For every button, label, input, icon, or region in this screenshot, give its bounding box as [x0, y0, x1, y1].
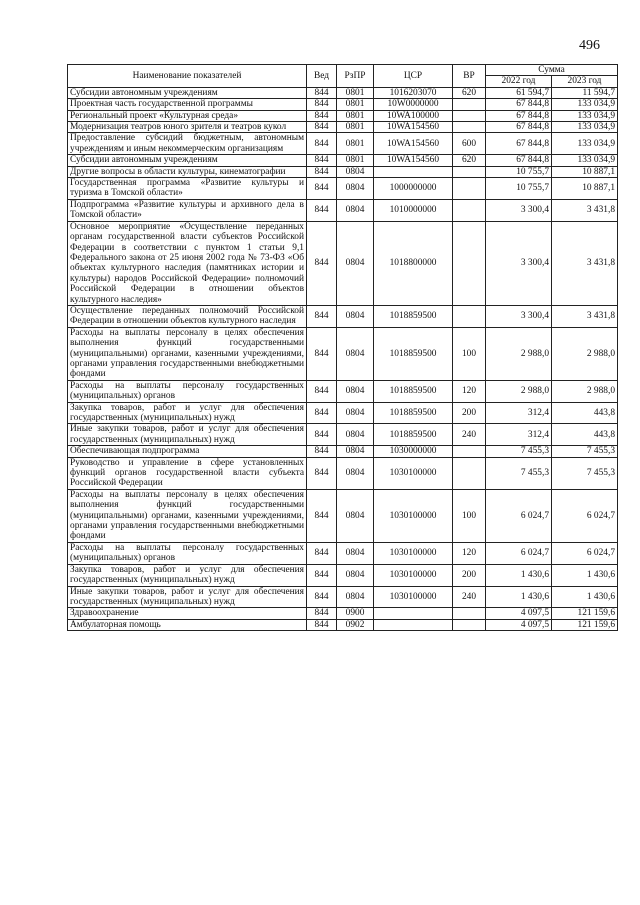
row-sum-2023: 3 431,8: [552, 221, 618, 305]
row-sum-2023: 11 594,7: [552, 87, 618, 98]
row-sum-2023: 121 159,6: [552, 608, 618, 619]
table-row: [68, 586, 618, 608]
row-sum-2022: 67 844,8: [486, 155, 552, 166]
row-rzpr: 0801: [337, 122, 374, 133]
table-header: [68, 65, 618, 88]
row-rzpr: 0804: [337, 489, 374, 542]
row-name: Субсидии автономным учреждениям: [68, 155, 307, 166]
row-ved: 844: [307, 446, 337, 457]
row-sum-2022: 1 430,6: [486, 586, 552, 608]
row-sum-2023: 443,8: [552, 402, 618, 424]
row-rzpr: 0804: [337, 542, 374, 564]
row-sum-2022: 67 844,8: [486, 99, 552, 110]
row-ved: 844: [307, 608, 337, 619]
row-csr: 1018859500: [374, 380, 453, 402]
row-sum-2022: 1 430,6: [486, 564, 552, 586]
row-sum-2022: 4 097,5: [486, 619, 552, 630]
row-vr: [453, 122, 486, 133]
row-vr: [453, 199, 486, 221]
row-sum-2023: 1 430,6: [552, 564, 618, 586]
row-vr: 200: [453, 402, 486, 424]
header-ved: Вед: [307, 65, 337, 88]
row-vr: [453, 446, 486, 457]
row-csr: 1018800000: [374, 221, 453, 305]
table-row: [68, 402, 618, 424]
row-vr: [453, 305, 486, 327]
row-name: Основное мероприятие «Осуществление переданных органам государственной власти субъектов Российской Федерации в соответствии с пунктом 1 статьи 9,1 Федерального закона от 25 июня 2002 года № 73-ФЗ «Об объектах культурного наследия (памятниках истории и культуры) народов Российской Федерации» полномочий Российской Федерации в отношении объектов культурного наследия»: [68, 221, 307, 305]
row-sum-2023: 10 887,1: [552, 166, 618, 177]
row-csr: [374, 619, 453, 630]
row-ved: 844: [307, 166, 337, 177]
row-sum-2022: 67 844,8: [486, 110, 552, 121]
row-sum-2022: 2 988,0: [486, 380, 552, 402]
row-vr: 100: [453, 327, 486, 380]
row-ved: 844: [307, 564, 337, 586]
row-rzpr: 0900: [337, 608, 374, 619]
row-rzpr: 0804: [337, 327, 374, 380]
row-rzpr: 0801: [337, 99, 374, 110]
row-rzpr: 0804: [337, 199, 374, 221]
row-name: Амбулаторная помощь: [68, 619, 307, 630]
table-row: [68, 99, 618, 110]
row-ved: 844: [307, 380, 337, 402]
row-sum-2023: 133 034,9: [552, 133, 618, 155]
row-name: Закупка товаров, работ и услуг для обеспечения государственных (муниципальных) нужд: [68, 402, 307, 424]
row-ved: 844: [307, 199, 337, 221]
row-name: Другие вопросы в области культуры, кинематографии: [68, 166, 307, 177]
table-row: [68, 87, 618, 98]
row-vr: [453, 457, 486, 489]
table-row: [68, 122, 618, 133]
row-csr: 10WA154560: [374, 122, 453, 133]
row-ved: 844: [307, 327, 337, 380]
row-rzpr: 0801: [337, 155, 374, 166]
row-sum-2023: 133 034,9: [552, 155, 618, 166]
row-sum-2022: 3 300,4: [486, 199, 552, 221]
row-ved: 844: [307, 489, 337, 542]
header-rzpr: РзПР: [337, 65, 374, 88]
row-sum-2023: 6 024,7: [552, 489, 618, 542]
row-sum-2023: 10 887,1: [552, 178, 618, 200]
row-csr: 1018859500: [374, 402, 453, 424]
row-csr: 1030100000: [374, 564, 453, 586]
row-rzpr: 0804: [337, 586, 374, 608]
row-sum-2022: 6 024,7: [486, 542, 552, 564]
row-name: Предоставление субсидий бюджетным, автономным учреждениям и иным некоммерческим организациям: [68, 133, 307, 155]
row-sum-2023: 6 024,7: [552, 542, 618, 564]
row-name: Расходы на выплаты персоналу в целях обеспечения выполнения функций государственными (муниципальными) органами, казенными учреждениями, органами управления государственными внебюджетными фондами: [68, 489, 307, 542]
row-vr: 600: [453, 133, 486, 155]
table-row: [68, 155, 618, 166]
header-year-2023: 2023 год: [552, 76, 618, 87]
row-vr: 120: [453, 380, 486, 402]
table-body: [68, 87, 618, 630]
row-csr: 1030000000: [374, 446, 453, 457]
row-ved: 844: [307, 221, 337, 305]
row-name: Обеспечивающая подпрограмма: [68, 446, 307, 457]
row-vr: 240: [453, 586, 486, 608]
row-sum-2023: 443,8: [552, 424, 618, 446]
table-row: [68, 608, 618, 619]
row-ved: 844: [307, 133, 337, 155]
budget-table: [67, 64, 618, 631]
row-ved: 844: [307, 305, 337, 327]
row-sum-2023: 2 988,0: [552, 380, 618, 402]
table-row: [68, 199, 618, 221]
row-csr: 1030100000: [374, 542, 453, 564]
row-ved: 844: [307, 110, 337, 121]
row-ved: 844: [307, 178, 337, 200]
row-vr: [453, 166, 486, 177]
table-row: [68, 457, 618, 489]
row-name: Осуществление переданных полномочий Российской Федерации в отношении объектов культурного наследия: [68, 305, 307, 327]
row-sum-2023: 121 159,6: [552, 619, 618, 630]
row-sum-2023: 133 034,9: [552, 122, 618, 133]
table-row: [68, 327, 618, 380]
row-csr: 10WA100000: [374, 110, 453, 121]
row-sum-2022: 312,4: [486, 424, 552, 446]
row-csr: 10W0000000: [374, 99, 453, 110]
row-sum-2022: 3 300,4: [486, 305, 552, 327]
row-csr: 1018859500: [374, 305, 453, 327]
row-vr: [453, 110, 486, 121]
row-rzpr: 0804: [337, 221, 374, 305]
row-sum-2022: 2 988,0: [486, 327, 552, 380]
row-vr: [453, 608, 486, 619]
row-csr: 1030100000: [374, 489, 453, 542]
header-year-2022: 2022 год: [486, 76, 552, 87]
row-vr: 240: [453, 424, 486, 446]
row-vr: [453, 221, 486, 305]
header-name: Наименование показателей: [68, 65, 307, 88]
row-sum-2023: 133 034,9: [552, 99, 618, 110]
row-csr: 1030100000: [374, 586, 453, 608]
row-sum-2022: 10 755,7: [486, 166, 552, 177]
table-row: [68, 110, 618, 121]
row-ved: 844: [307, 402, 337, 424]
row-name: Закупка товаров, работ и услуг для обеспечения государственных (муниципальных) нужд: [68, 564, 307, 586]
row-rzpr: 0804: [337, 305, 374, 327]
table-row: [68, 221, 618, 305]
row-vr: 120: [453, 542, 486, 564]
row-sum-2023: 7 455,3: [552, 457, 618, 489]
row-sum-2022: 61 594,7: [486, 87, 552, 98]
row-rzpr: 0804: [337, 402, 374, 424]
row-ved: 844: [307, 99, 337, 110]
row-ved: 844: [307, 586, 337, 608]
row-sum-2022: 3 300,4: [486, 221, 552, 305]
row-vr: [453, 178, 486, 200]
row-ved: 844: [307, 87, 337, 98]
row-rzpr: 0804: [337, 380, 374, 402]
table-row: [68, 446, 618, 457]
row-csr: [374, 608, 453, 619]
row-sum-2022: 312,4: [486, 402, 552, 424]
row-name: Руководство и управление в сфере установленных функций органов государственной власти субъекта Российской Федерации: [68, 457, 307, 489]
row-sum-2022: 4 097,5: [486, 608, 552, 619]
row-csr: 1030100000: [374, 457, 453, 489]
table-row: [68, 305, 618, 327]
row-name: Региональный проект «Культурная среда»: [68, 110, 307, 121]
table-row: [68, 178, 618, 200]
table-row: [68, 380, 618, 402]
row-name: Расходы на выплаты персоналу государственных (муниципальных) органов: [68, 380, 307, 402]
row-sum-2023: 3 431,8: [552, 199, 618, 221]
row-rzpr: 0804: [337, 178, 374, 200]
row-vr: 200: [453, 564, 486, 586]
row-sum-2022: 67 844,8: [486, 133, 552, 155]
row-ved: 844: [307, 155, 337, 166]
row-vr: [453, 99, 486, 110]
row-name: Здравоохранение: [68, 608, 307, 619]
row-vr: [453, 619, 486, 630]
table-row: [68, 564, 618, 586]
row-name: Проектная часть государственной программы: [68, 99, 307, 110]
row-ved: 844: [307, 424, 337, 446]
row-sum-2022: 7 455,3: [486, 446, 552, 457]
row-vr: 100: [453, 489, 486, 542]
row-name: Расходы на выплаты персоналу в целях обеспечения выполнения функций государственными (муниципальными) органами, казенными учреждениями, органами управления государственными внебюджетными фондами: [68, 327, 307, 380]
row-sum-2023: 3 431,8: [552, 305, 618, 327]
table-row: [68, 489, 618, 542]
row-rzpr: 0902: [337, 619, 374, 630]
row-rzpr: 0804: [337, 564, 374, 586]
row-sum-2022: 10 755,7: [486, 178, 552, 200]
row-sum-2023: 2 988,0: [552, 327, 618, 380]
row-csr: 1010000000: [374, 199, 453, 221]
row-sum-2022: 6 024,7: [486, 489, 552, 542]
table-row: [68, 542, 618, 564]
row-rzpr: 0801: [337, 87, 374, 98]
table-row: [68, 424, 618, 446]
row-vr: 620: [453, 155, 486, 166]
row-rzpr: 0804: [337, 446, 374, 457]
row-sum-2023: 7 455,3: [552, 446, 618, 457]
row-sum-2022: 7 455,3: [486, 457, 552, 489]
row-name: Расходы на выплаты персоналу государственных (муниципальных) органов: [68, 542, 307, 564]
row-sum-2022: 67 844,8: [486, 122, 552, 133]
row-vr: 620: [453, 87, 486, 98]
row-ved: 844: [307, 122, 337, 133]
row-csr: 1016203070: [374, 87, 453, 98]
row-csr: 1018859500: [374, 424, 453, 446]
row-ved: 844: [307, 619, 337, 630]
row-name: Государственная программа «Развитие культуры и туризма в Томской области»: [68, 178, 307, 200]
row-csr: 10WA154560: [374, 155, 453, 166]
row-rzpr: 0804: [337, 424, 374, 446]
row-name: Иные закупки товаров, работ и услуг для обеспечения государственных (муниципальных) нужд: [68, 586, 307, 608]
row-csr: [374, 166, 453, 177]
row-rzpr: 0801: [337, 110, 374, 121]
header-sum: Сумма: [486, 65, 618, 76]
table-row: [68, 133, 618, 155]
page-number: 496: [579, 38, 600, 53]
header-vr: ВР: [453, 65, 486, 88]
row-ved: 844: [307, 457, 337, 489]
row-sum-2023: 1 430,6: [552, 586, 618, 608]
row-csr: 1018859500: [374, 327, 453, 380]
row-name: Модернизация театров юного зрителя и театров кукол: [68, 122, 307, 133]
row-rzpr: 0804: [337, 457, 374, 489]
header-csr: ЦСР: [374, 65, 453, 88]
row-csr: 10WA154560: [374, 133, 453, 155]
row-csr: 1000000000: [374, 178, 453, 200]
table-row: [68, 166, 618, 177]
row-rzpr: 0804: [337, 166, 374, 177]
table-row: [68, 619, 618, 630]
row-name: Субсидии автономным учреждениям: [68, 87, 307, 98]
row-name: Иные закупки товаров, работ и услуг для обеспечения государственных (муниципальных) нужд: [68, 424, 307, 446]
row-ved: 844: [307, 542, 337, 564]
row-name: Подпрограмма «Развитие культуры и архивного дела в Томской области»: [68, 199, 307, 221]
row-sum-2023: 133 034,9: [552, 110, 618, 121]
row-rzpr: 0801: [337, 133, 374, 155]
